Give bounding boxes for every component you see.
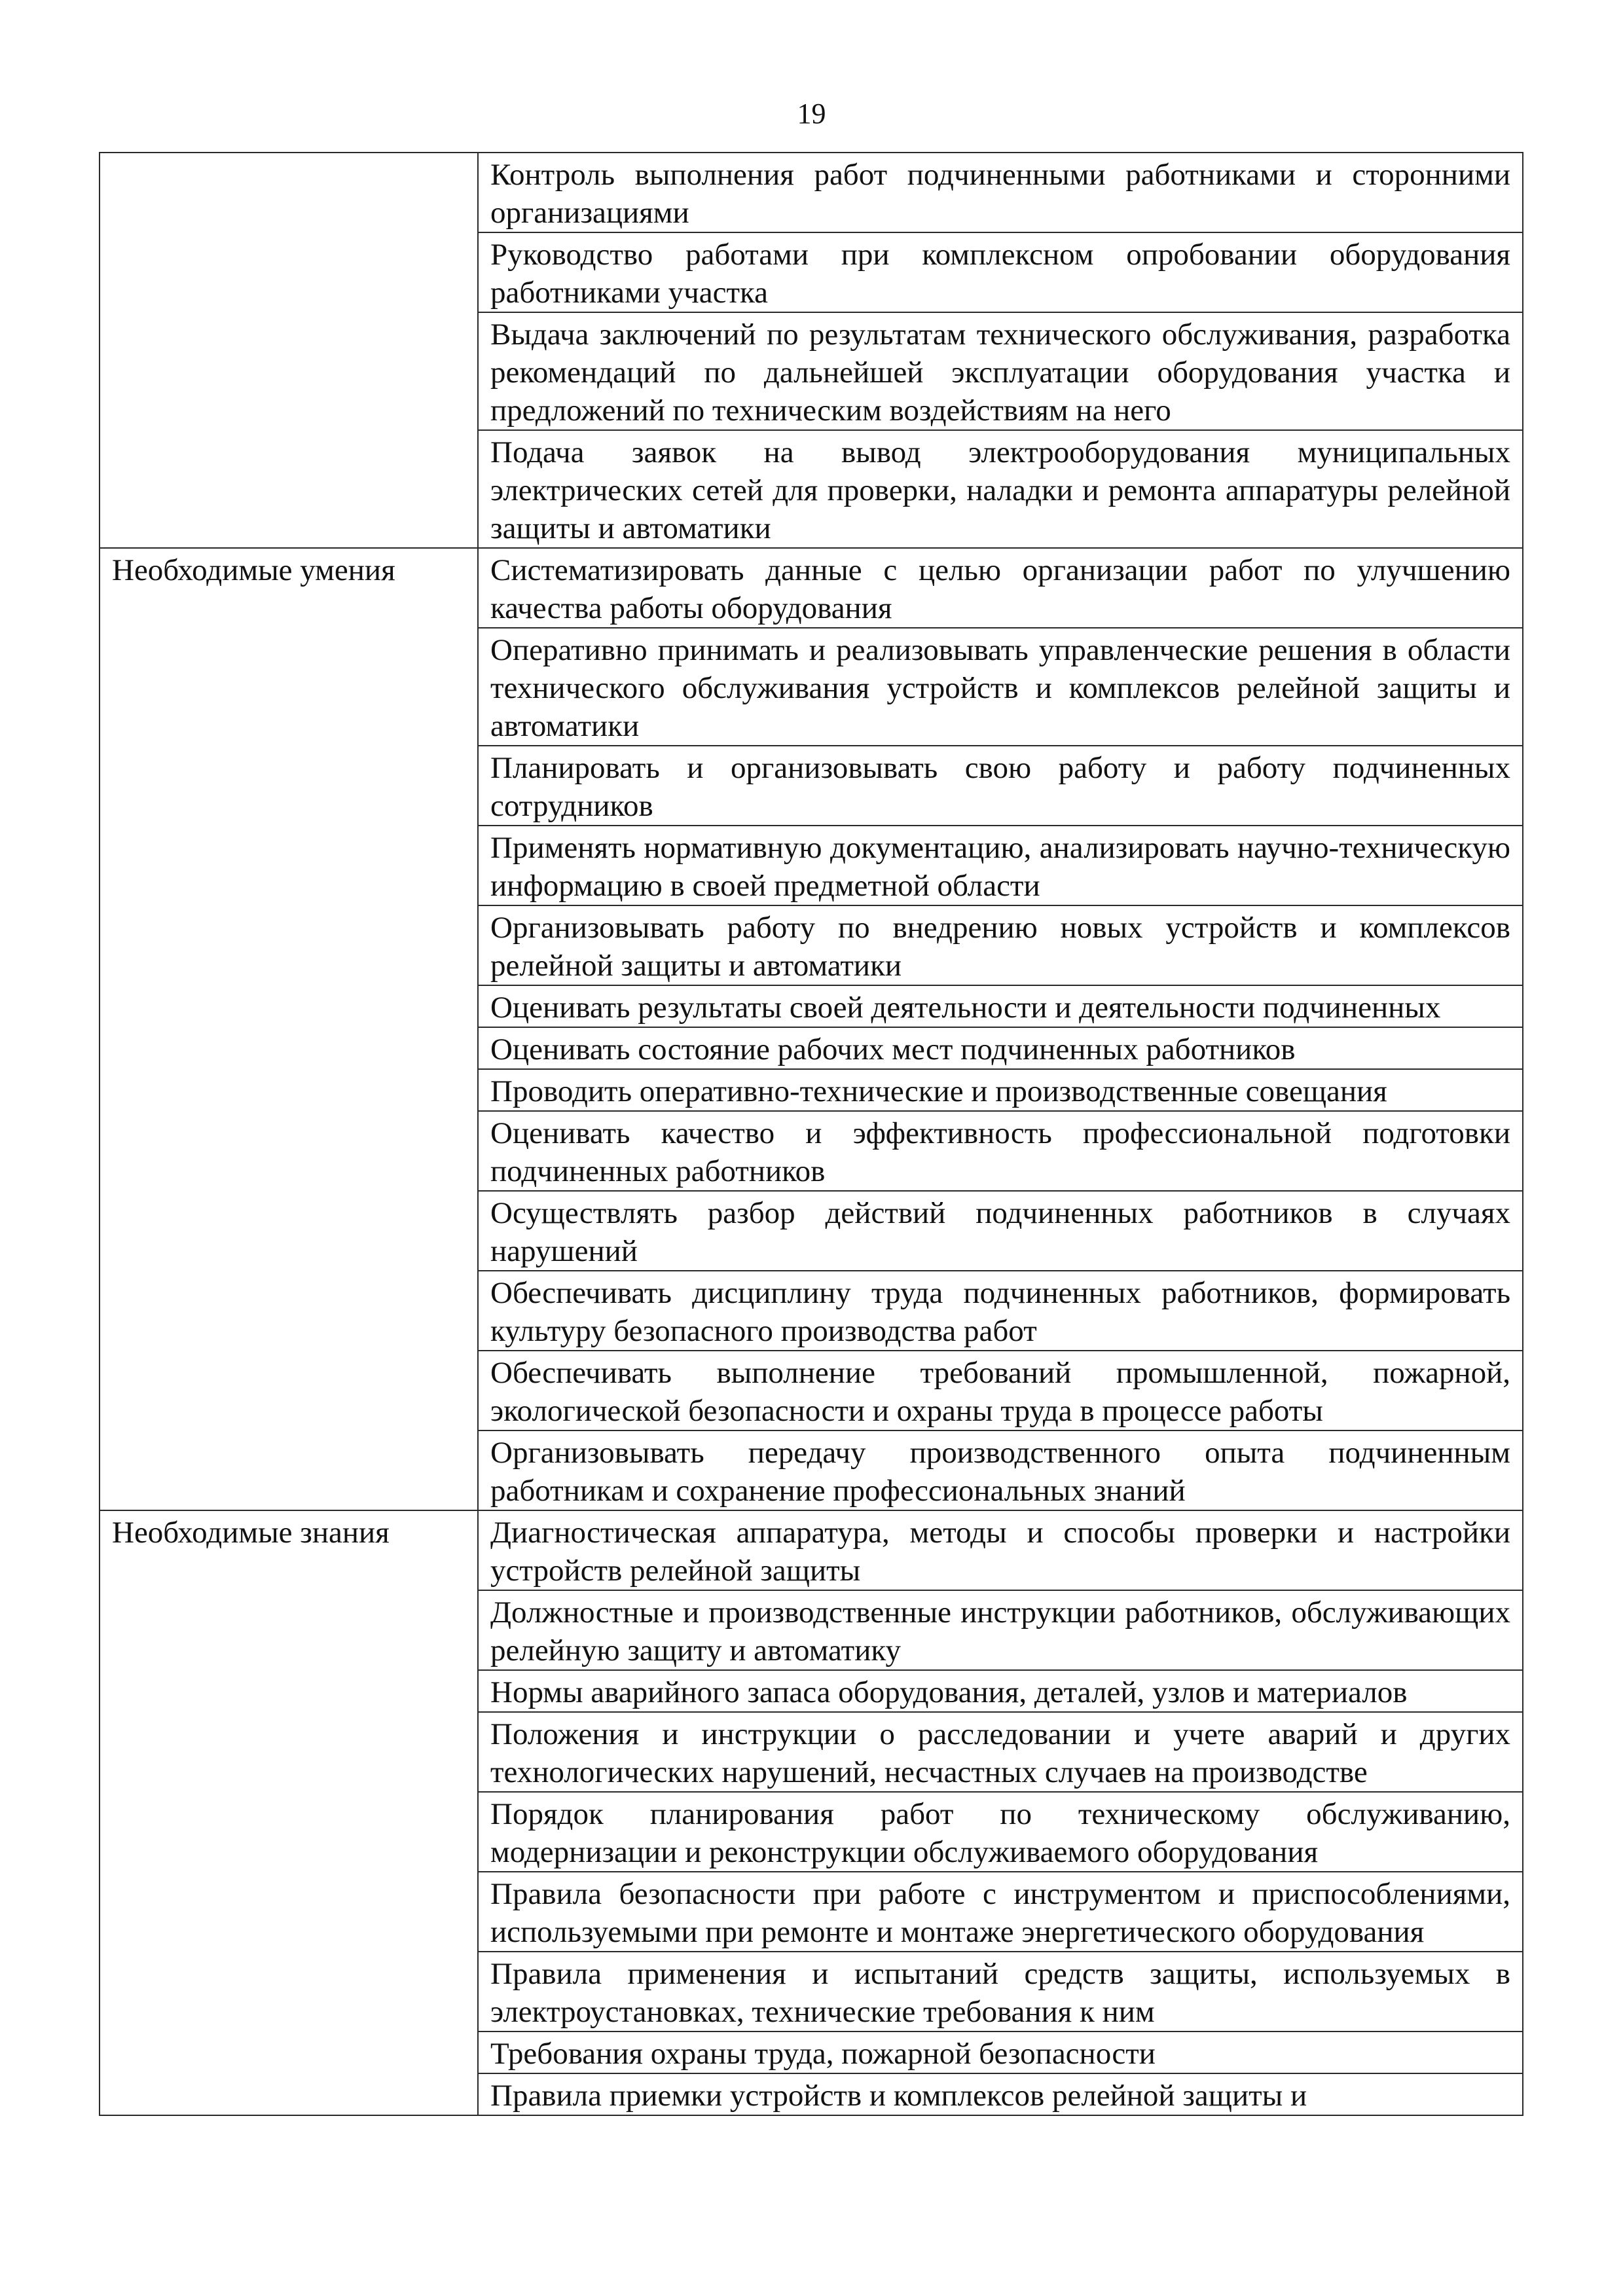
table-cell: Выдача заключений по результатам технического обслуживания, разработка рекомендаций по дальнейшей эксплуатации оборудования участка и предложений по техническим воздействиям на него — [478, 312, 1523, 430]
table-cell: Положения и инструкции о расследовании и учете аварий и других технологических нарушений, несчастных случаев на производстве — [478, 1712, 1523, 1792]
table-cell: Оценивать качество и эффективность профессиональной подготовки подчиненных работников — [478, 1111, 1523, 1191]
table-cell: Руководство работами при комплексном опробовании оборудования работниками участка — [478, 232, 1523, 312]
table-cell: Применять нормативную документацию, анализировать научно-техническую информацию в своей предметной области — [478, 826, 1523, 905]
section-label-required-skills: Необходимые умения — [100, 548, 478, 1510]
section-label-labor-actions — [100, 153, 478, 548]
table-cell: Правила приемки устройств и комплексов релейной защиты и — [478, 2073, 1523, 2115]
table-cell: Планировать и организовывать свою работу и работу подчиненных сотрудников — [478, 746, 1523, 826]
table-cell: Оценивать состояние рабочих мест подчиненных работников — [478, 1027, 1523, 1069]
table-cell: Правила безопасности при работе с инструментом и приспособлениями, используемыми при ремонте и монтаже энергетического оборудования — [478, 1872, 1523, 1952]
table-cell: Диагностическая аппаратура, методы и способы проверки и настройки устройств релейной защиты — [478, 1510, 1523, 1590]
table-cell: Подача заявок на вывод электрооборудования муниципальных электрических сетей для проверки, наладки и ремонта аппаратуры релейной защиты и автоматики — [478, 430, 1523, 548]
table-cell: Должностные и производственные инструкции работников, обслуживающих релейную защиту и автоматику — [478, 1590, 1523, 1670]
table-row — [100, 1510, 1523, 1590]
table-cell: Систематизировать данные с целью организации работ по улучшению качества работы оборудования — [478, 548, 1523, 628]
table-cell: Обеспечивать дисциплину труда подчиненных работников, формировать культуру безопасного производства работ — [478, 1271, 1523, 1351]
table-row — [100, 153, 1523, 232]
table-cell: Проводить оперативно-технические и производственные совещания — [478, 1069, 1523, 1111]
table-row — [100, 548, 1523, 628]
table-cell: Контроль выполнения работ подчиненными работниками и сторонними организациями — [478, 153, 1523, 232]
table-cell: Нормы аварийного запаса оборудования, деталей, узлов и материалов — [478, 1670, 1523, 1712]
competency-table — [99, 152, 1523, 2116]
table-cell: Осуществлять разбор действий подчиненных работников в случаях нарушений — [478, 1191, 1523, 1271]
table-cell: Оперативно принимать и реализовывать управленческие решения в области технического обслуживания устройств и комплексов релейной защиты и автоматики — [478, 628, 1523, 746]
table-cell: Правила применения и испытаний средств защиты, используемых в электроустановках, технические требования к ним — [478, 1952, 1523, 2032]
table-cell: Организовывать передачу производственного опыта подчиненным работникам и сохранение профессиональных знаний — [478, 1430, 1523, 1510]
table-cell: Обеспечивать выполнение требований промышленной, пожарной, экологической безопасности и охраны труда в процессе работы — [478, 1351, 1523, 1430]
table-cell: Организовывать работу по внедрению новых устройств и комплексов релейной защиты и автоматики — [478, 905, 1523, 985]
section-label-required-knowledge: Необходимые знания — [100, 1510, 478, 2115]
table-cell: Оценивать результаты своей деятельности и деятельности подчиненных — [478, 985, 1523, 1027]
table-cell: Порядок планирования работ по техническому обслуживанию, модернизации и реконструкции обслуживаемого оборудования — [478, 1792, 1523, 1872]
page-number: 19 — [797, 98, 826, 130]
table-cell: Требования охраны труда, пожарной безопасности — [478, 2032, 1523, 2073]
